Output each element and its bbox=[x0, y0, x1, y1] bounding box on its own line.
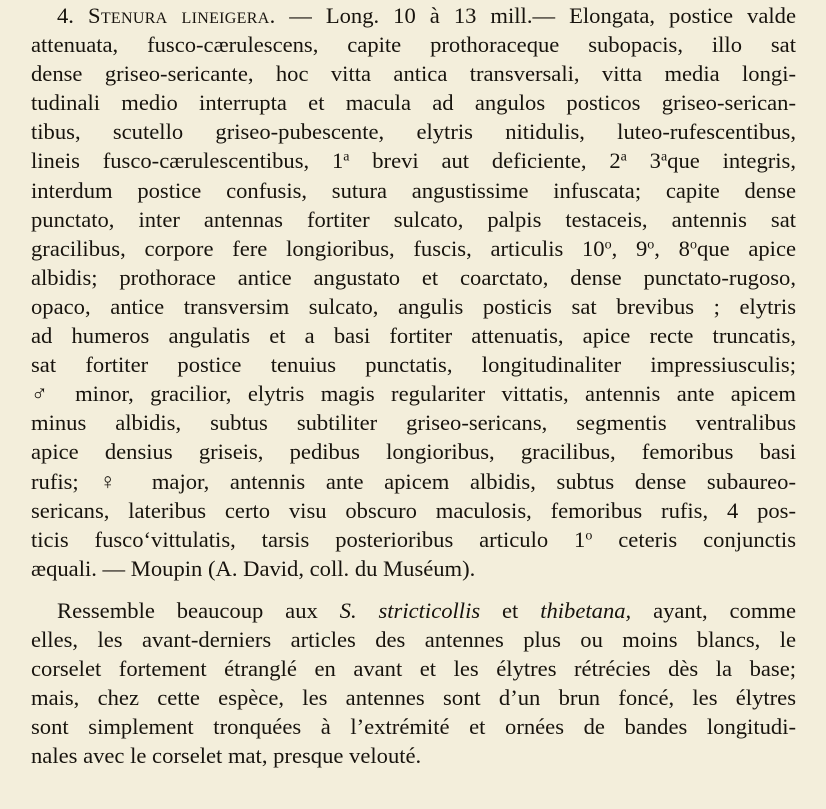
description-line: 4. Stenura lineigera. — Long. 10 à 13 mill.— Elongata, postice valde bbox=[57, 3, 796, 28]
remark-line: corselet fortement étranglé en avant et les élytres rétrécies dès la base; bbox=[31, 656, 796, 682]
remark-line: nales avec le corselet mat, presque velouté. bbox=[31, 743, 422, 769]
description-line: gracilibus, corpore fere longioribus, fuscis, articulis 10$^o$, 9$^o$, 8$^o$que apice bbox=[31, 235, 797, 261]
description-line: opaco, antice transversim sulcato, angulis posticis sat brevibus ; elytris bbox=[31, 293, 796, 319]
remark-paragraph bbox=[31, 596, 796, 771]
remark-line: sont simplement tronquées à l’extrémité et ornées de bandes longitudi- bbox=[31, 714, 796, 740]
description-line: punctato, inter antennas fortiter sulcato, palpis testaceis, antennis sat bbox=[31, 206, 796, 232]
species-genus: Stenura bbox=[87, 3, 168, 28]
description-line: tudinali medio interrupta et macula ad angulos posticos griseo-serican- bbox=[31, 90, 796, 116]
description-line: sericans, lateribus certo visu obscuro maculosis, femoribus rufis, 4 pos- bbox=[31, 497, 796, 523]
description-line: ad humeros angulatis et a basi fortiter attenuatis, apice recte truncatis, bbox=[31, 323, 796, 349]
print-mark: ʻ bbox=[143, 526, 152, 552]
description-line: rufis; ♀ major, antennis ante apicem albidis, subtus dense subaureo- bbox=[31, 468, 796, 494]
species-epithet: lineigera bbox=[181, 3, 270, 28]
description-line: minus albidis, subtus subtiliter griseo-sericans, segmentis ventralibus bbox=[31, 410, 796, 436]
description-line: interdum postice confusis, sutura angustissime infuscata; capite dense bbox=[31, 177, 796, 203]
description-line: ticis fuscoʻvittulatis, tarsis posterioribus articulo 1$^o$ ceteris conjunctis bbox=[31, 526, 796, 552]
description-line: apice densius griseis, pedibus longioribus, gracilibus, femoribus basi bbox=[31, 439, 796, 465]
description-line: attenuata, fusco-cærulescens, capite prothoraceque subopacis, illo sat bbox=[31, 32, 796, 58]
remark-line: Ressemble beaucoup aux S. stricticollis et thibetana, ayant, comme bbox=[57, 597, 797, 623]
description-line: ♂ minor, gracilior, elytris magis regulariter vittatis, antennis ante apicem bbox=[31, 381, 796, 407]
description-line: sat fortiter postice tenuius punctatis, longitudinaliter impressiusculis; bbox=[31, 352, 796, 378]
species-name-italic: S. stricticollis bbox=[339, 597, 481, 623]
species-description-paragraph bbox=[31, 1, 796, 583]
remark-line: mais, chez cette espèce, les antennes sont d’un brun foncé, les élytres bbox=[31, 685, 796, 711]
description-line: dense griseo-sericante, hoc vitta antica transversali, vitta media longi- bbox=[31, 61, 796, 87]
description-line: lineis fusco-cærulescentibus, 1$^a$ brevi aut deficiente, 2$^a$ 3$^a$que integris, bbox=[31, 148, 796, 174]
species-name-italic: thibetana, bbox=[540, 597, 632, 623]
remark-line: elles, les avant-derniers articles des antennes plus ou moins blancs, le bbox=[31, 626, 796, 652]
description-line: tibus, scutello griseo-pubescente, elytris nitidulis, luteo-rufescentibus, bbox=[31, 119, 796, 145]
species-number: 4. bbox=[57, 3, 74, 28]
description-line: albidis; prothorace antice angustato et coarctato, dense punctato-rugoso, bbox=[31, 264, 796, 290]
description-line: æquali. — Moupin (A. David, coll. du Muséum). bbox=[31, 555, 476, 581]
